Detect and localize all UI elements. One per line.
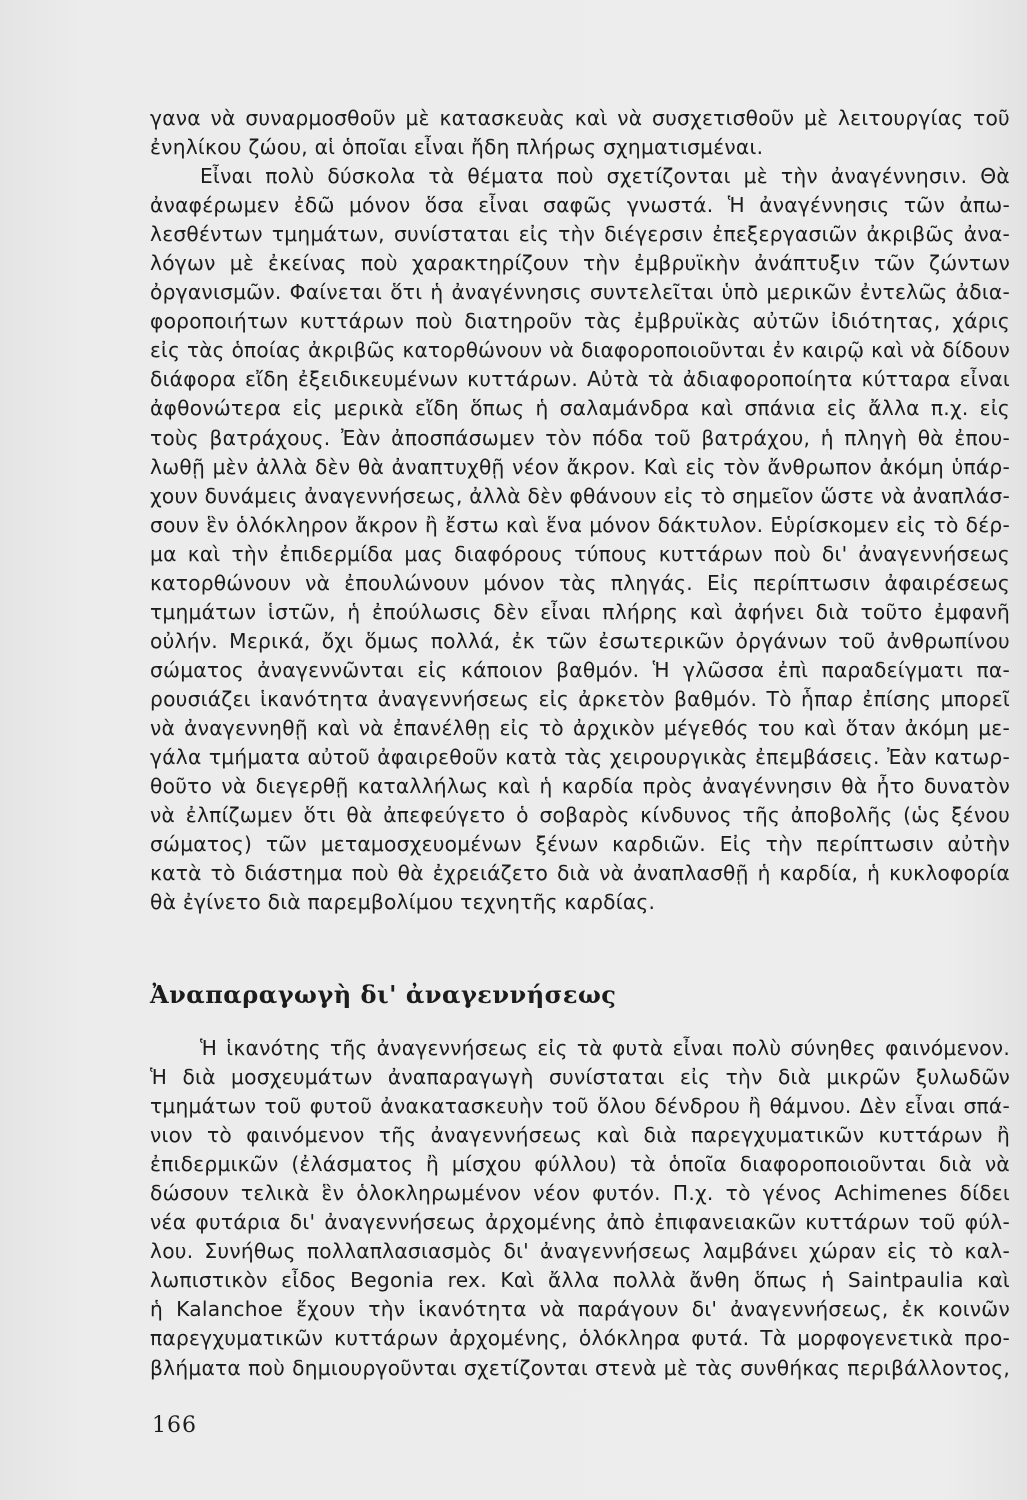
text-line: Ἡ ἱκανότης τῆς ἀναγεννήσεως εἰς τὰ φυτὰ εἶναι πολὺ σύνηθες φαινόμενον. (200, 1036, 1010, 1060)
text-line: σώματος ἀναγεννῶνται εἰς κάποιον βαθμόν. Ἡ γλῶσσα ἐπὶ παραδείγματι πα- (150, 657, 1010, 682)
text-line: λωπιστικὸν εἶδος Begonia rex. Καὶ ἄλλα πολλὰ ἄνθη ὅπως ἡ Saintpaulia καὶ (150, 1268, 1010, 1293)
text-line: ἀναφέρωμεν ἐδῶ μόνον ὅσα εἶναι σαφῶς γνωστά. Ἡ ἀναγέννησις τῶν ἀπω- (150, 193, 1010, 218)
text-line: τμημάτων ἱστῶν, ἡ ἐπούλωσις δὲν εἶναι πλήρης καὶ ἀφήνει διὰ τοῦτο ἐμφανῆ (150, 599, 1010, 624)
text-line: λόγων μὲ ἐκείνας ποὺ χαρακτηρίζουν τὴν ἐμβρυϊκὴν ἀνάπτυξιν τῶν ζώντων (150, 251, 1010, 276)
text-line: διάφορα εἴδη ἐξειδικευμένων κυττάρων. Αὐτὰ τὰ ἀδιαφοροποίητα κύτταρα εἶναι (150, 367, 1010, 392)
body-text-bottom (150, 1034, 1010, 1383)
text-line: παρεγχυματικῶν κυττάρων ἀρχομένης, ὁλόκληρα φυτά. Τὰ μορφογενετικὰ προ- (150, 1326, 1010, 1351)
text-line: ἐπιδερμικῶν (ἐλάσματος ἢ μίσχου φύλλου) τὰ ὁποῖα διαφοροποιοῦνται διὰ νὰ (150, 1152, 1010, 1177)
text-line: νιον τὸ φαινόμενον τῆς ἀναγεννήσεως καὶ διὰ παρεγχυματικῶν κυττάρων ἢ (150, 1123, 1010, 1148)
text-line: νὰ ἐλπίζωμεν ὅτι θὰ ἀπεφεύγετο ὁ σοβαρὸς κίνδυνος τῆς ἀποβολῆς (ὡς ξένου (150, 803, 1010, 828)
text-line: ὀργανισμῶν. Φαίνεται ὅτι ἡ ἀναγέννησις συντελεῖται ὑπὸ μερικῶν ἐντελῶς ἀδια- (150, 280, 1010, 305)
text-line: μα καὶ τὴν ἐπιδερμίδα μας διαφόρους τύπους κυττάρων ποὺ δι' ἀναγεννήσεως (150, 541, 1010, 566)
text-line: γάλα τμήματα αὐτοῦ ἀφαιρεθοῦν κατὰ τὰς χειρουργικὰς ἐπεμβάσεις. Ἐὰν κατωρ- (150, 745, 1010, 770)
text-line: ἡ Kalanchoe ἔχουν τὴν ἱκανότητα νὰ παράγουν δι' ἀναγεννήσεως, ἐκ κοινῶν (150, 1297, 1010, 1322)
text-line: θοῦτο νὰ διεγερθῇ καταλλήλως καὶ ἡ καρδία πρὸς ἀναγέννησιν θὰ ἦτο δυνατὸν (150, 774, 1010, 799)
page-number: 166 (152, 1413, 197, 1438)
text-line: κατὰ τὸ διάστημα ποὺ θὰ ἐχρειάζετο διὰ νὰ ἀναπλασθῇ ἡ καρδία, ἡ κυκλοφορία (150, 861, 1010, 886)
text-line: τοὺς βατράχους. Ἐὰν ἀποσπάσωμεν τὸν πόδα τοῦ βατράχου, ἡ πληγὴ θὰ ἐπου- (150, 425, 1010, 450)
text-line: φοροποιήτων κυττάρων ποὺ διατηροῦν τὰς ἐμβρυϊκὰς αὐτῶν ἰδιότητας, χάρις (150, 309, 1010, 334)
text-line: χουν δυνάμεις ἀναγεννήσεως, ἀλλὰ δὲν φθάνουν εἰς τὸ σημεῖον ὥστε νὰ ἀναπλάσ- (150, 483, 1010, 508)
text-line: βλήματα ποὺ δημιουργοῦνται σχετίζονται στενὰ μὲ τὰς συνθήκας περιβάλλοντος, (150, 1355, 1010, 1380)
text-line: οὐλήν. Μερικά, ὄχι ὅμως πολλά, ἐκ τῶν ἐσωτερικῶν ὀργάνων τοῦ ἀνθρωπίνου (150, 628, 1010, 653)
text-line: νὰ ἀναγεννηθῇ καὶ νὰ ἐπανέλθῃ εἰς τὸ ἀρχικὸν μέγεθός του καὶ ὅταν ἀκόμη με- (150, 715, 1010, 740)
text-line: κατορθώνουν νὰ ἐπουλώνουν μόνον τὰς πληγάς. Εἰς περίπτωσιν ἀφαιρέσεως (150, 570, 1010, 595)
text-line: ἐνηλίκου ζώου, αἱ ὁποῖαι εἶναι ἤδη πλήρως σχηματισμέναι. (150, 135, 764, 160)
text-line: λωθῇ μὲν ἀλλὰ δὲν θὰ ἀναπτυχθῇ νέον ἄκρον. Καὶ εἰς τὸν ἄνθρωπον ἀκόμη ὑπάρ- (150, 454, 1010, 479)
text-line: σουν ἓν ὁλόκληρον ἄκρον ἢ ἔστω καὶ ἕνα μόνον δάκτυλον. Εὑρίσκομεν εἰς τὸ δέρ- (150, 512, 1010, 537)
text-line: γανα νὰ συναρμοσθοῦν μὲ κατασκευὰς καὶ νὰ συσχετισθοῦν μὲ λειτουργίας τοῦ (150, 106, 1010, 130)
section-heading: Ἀναπαραγωγὴ δι' ἀναγεννήσεως (150, 980, 617, 1009)
text-line: ἀφθονώτερα εἰς μερικὰ εἴδη ὅπως ἡ σαλαμάνδρα καὶ σπάνια εἰς ἄλλα π.χ. εἰς (150, 396, 1010, 421)
text-line: σώματος) τῶν μεταμοσχευομένων ξένων καρδιῶν. Εἰς τὴν περίπτωσιν αὐτὴν (150, 832, 1010, 857)
body-text-top (150, 104, 1010, 917)
text-line: θὰ ἐγίνετο διὰ παρεμβολίμου τεχνητῆς καρδίας. (150, 890, 656, 915)
text-line: δώσουν τελικὰ ἓν ὁλοκληρωμένον νέον φυτόν. Π.χ. τὸ γένος Achimenes δίδει (150, 1181, 1010, 1206)
text-line: νέα φυτάρια δι' ἀναγεννήσεως ἀρχομένης ἀπὸ ἐπιφανειακῶν κυττάρων τοῦ φύλ- (150, 1210, 1010, 1235)
text-line: ρουσιάζει ἱκανότητα ἀναγεννήσεως εἰς ἀρκετὸν βαθμόν. Τὸ ἧπαρ ἐπίσης μπορεῖ (150, 686, 1010, 711)
text-line: εἰς τὰς ὁποίας ἀκριβῶς κατορθώνουν νὰ διαφοροποιοῦνται ἐν καιρῷ καὶ νὰ δίδουν (150, 338, 1010, 363)
text-line: Εἶναι πολὺ δύσκολα τὰ θέματα ποὺ σχετίζονται μὲ τὴν ἀναγέννησιν. Θὰ (200, 164, 1010, 189)
text-line: λεσθέντων τμημάτων, συνίσταται εἰς τὴν διέγερσιν ἐπεξεργασιῶν ἀκριβῶς ἀνα- (150, 222, 1010, 247)
text-line: Ἡ διὰ μοσχευμάτων ἀναπαραγωγὴ συνίσταται εἰς τὴν διὰ μικρῶν ξυλωδῶν (150, 1065, 1010, 1090)
text-line: τμημάτων τοῦ φυτοῦ ἀνακατασκευὴν τοῦ ὅλου δένδρου ἢ θάμνου. Δὲν εἶναι σπά- (150, 1094, 1010, 1119)
text-line: λου. Συνήθως πολλαπλασιασμὸς δι' ἀναγεννήσεως λαμβάνει χώραν εἰς τὸ καλ- (150, 1239, 1010, 1264)
